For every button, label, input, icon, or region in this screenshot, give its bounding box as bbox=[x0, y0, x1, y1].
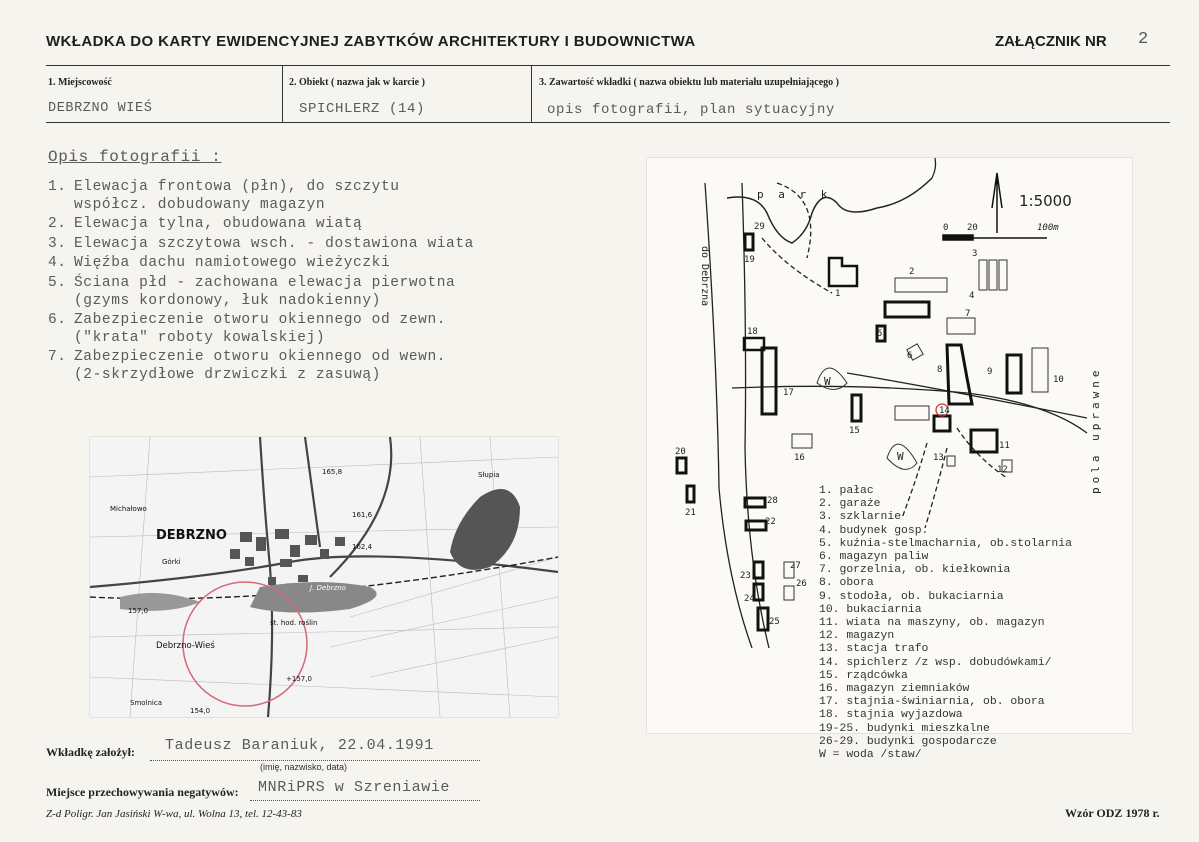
photo-description-item bbox=[48, 236, 474, 254]
legend-item: W = woda /staw/ bbox=[819, 749, 922, 762]
created-value: Tadeusz Baraniuk, 22.04.1991 bbox=[165, 737, 434, 754]
map-label-8: 162,4 bbox=[352, 543, 373, 551]
scale-tick-100: 100m bbox=[1037, 223, 1059, 233]
svg-text:10: 10 bbox=[1053, 375, 1064, 385]
map-label-3: J. Debrzno bbox=[310, 584, 346, 592]
svg-text:20: 20 bbox=[675, 447, 686, 457]
map-label-6: 165,8 bbox=[322, 468, 343, 476]
photo-description-text: Elewacja tylna, obudowana wiatą bbox=[74, 216, 363, 233]
svg-text:16: 16 bbox=[794, 453, 805, 463]
legend-item: 9. stodoła, ob. bukaciarnia bbox=[819, 590, 1004, 603]
photo-description-item bbox=[48, 275, 474, 310]
photo-description-number: 7. bbox=[48, 349, 67, 366]
svg-text:21: 21 bbox=[685, 508, 696, 518]
map-label-town: DEBRZNO bbox=[156, 528, 227, 543]
svg-text:23: 23 bbox=[740, 571, 751, 581]
photo-description-text: Więźba dachu namiotowego wieżyczki bbox=[74, 255, 391, 272]
field-bottom-rule bbox=[46, 122, 1170, 123]
svg-text:28: 28 bbox=[767, 496, 778, 506]
photo-description-text: Ściana płd - zachowana elewacja pierwotna (gzyms kordonowy, łuk nadokienny) bbox=[74, 274, 456, 309]
svg-text:26: 26 bbox=[796, 579, 807, 589]
map-label-10: +157,0 bbox=[286, 675, 312, 683]
svg-text:27: 27 bbox=[790, 561, 801, 571]
photo-description-number: 2. bbox=[48, 216, 67, 233]
photo-description-title: Opis fotografii : bbox=[48, 148, 222, 166]
svg-text:14: 14 bbox=[939, 406, 950, 416]
svg-text:19: 19 bbox=[744, 255, 755, 265]
water-label-1: W bbox=[824, 375, 831, 388]
legend-item: 17. stajnia-świniarnia, ob. obora bbox=[819, 696, 1045, 709]
topographic-map bbox=[90, 437, 558, 717]
annex-label: ZAŁĄCZNIK NR bbox=[995, 33, 1107, 50]
svg-text:4: 4 bbox=[969, 291, 975, 301]
legend-item: 6. magazyn paliw bbox=[819, 551, 929, 564]
svg-text:9: 9 bbox=[987, 367, 993, 377]
field-top-rule bbox=[46, 65, 1170, 66]
legend-item: 19-25. budynki mieszkalne bbox=[819, 722, 990, 735]
scale-tick-20: 20 bbox=[967, 223, 978, 233]
form-pattern: Wzór ODZ 1978 r. bbox=[1065, 806, 1160, 820]
legend-item: 1. pałac bbox=[819, 485, 874, 497]
photo-description-number: 5. bbox=[48, 274, 67, 291]
svg-text:2: 2 bbox=[909, 267, 915, 277]
photo-description-item bbox=[48, 255, 474, 273]
road-label: do Debrzna bbox=[699, 246, 710, 307]
photo-description-number: 6. bbox=[48, 312, 67, 329]
field-3-value: opis fotografii, plan sytuacyjny bbox=[547, 102, 836, 118]
map-scale: 1:5000 bbox=[1019, 192, 1072, 210]
legend-item: 4. budynek gosp. bbox=[819, 524, 929, 537]
svg-text:6: 6 bbox=[907, 351, 913, 361]
svg-text:11: 11 bbox=[999, 441, 1010, 451]
svg-text:17: 17 bbox=[783, 388, 794, 398]
photo-description-number: 1. bbox=[48, 179, 67, 195]
svg-text:24: 24 bbox=[744, 594, 755, 604]
photo-description-text: Elewacja szczytowa wsch. - dostawiona wiata bbox=[74, 235, 474, 252]
legend-item: 18. stajnia wyjazdowa bbox=[819, 709, 963, 722]
form-title: WKŁADKA DO KARTY EWIDENCYJNEJ ZABYTKÓW ARCHITEKTURY I BUDOWNICTWA bbox=[46, 33, 696, 50]
photo-description-number: 3. bbox=[48, 235, 67, 252]
legend-item: 2. garaże bbox=[819, 498, 881, 511]
park-label: p a r k bbox=[757, 188, 832, 201]
map-label-1: Słupia bbox=[478, 471, 500, 479]
svg-text:18: 18 bbox=[747, 327, 758, 337]
field-1-label: 1. Miejscowość bbox=[48, 77, 112, 88]
photo-description-item bbox=[48, 312, 474, 347]
storage-dotted-line bbox=[250, 800, 480, 801]
annex-number: 2 bbox=[1138, 30, 1149, 49]
photo-description-item bbox=[48, 216, 474, 234]
water-label-2: W bbox=[897, 450, 904, 463]
photo-description-item bbox=[48, 179, 474, 214]
photo-description-text: Elewacja frontowa (płn), do szczytu współcz. dobudowany magazyn bbox=[74, 179, 400, 213]
legend-item: 3. szklarnie bbox=[819, 511, 902, 524]
photo-description-text: Zabezpieczenie otworu okiennego od wewn. (2-skrzydłowe drzwiczki z zasuwą) bbox=[74, 349, 447, 383]
topographic-map-drawing bbox=[90, 437, 558, 717]
map-label-village: Debrzno-Wieś bbox=[156, 641, 215, 651]
field-3-label: 3. Zawartość wkładki ( nazwa obiektu lub materiału uzupełniającego ) bbox=[539, 77, 840, 88]
fields-label: pola uprawne bbox=[1089, 366, 1102, 494]
field-2-label: 2. Obiekt ( nazwa jak w karcie ) bbox=[289, 77, 425, 88]
svg-text:15: 15 bbox=[849, 426, 860, 436]
legend-item: 12. magazyn bbox=[819, 630, 895, 643]
legend-item: 26-29. budynki gospodarcze bbox=[819, 735, 997, 748]
legend-item: 10. bukaciarnia bbox=[819, 603, 922, 616]
site-plan bbox=[647, 158, 1132, 762]
map-label-5: Smolnica bbox=[130, 699, 163, 707]
map-label-4: st. hod. roślin bbox=[270, 619, 318, 627]
field-divider-2 bbox=[531, 65, 532, 122]
legend-item: 7. gorzelnia, ob. kiełkownia bbox=[819, 564, 1011, 577]
created-hint: (imię, nazwisko, data) bbox=[260, 762, 348, 772]
photo-description-item bbox=[48, 349, 474, 384]
field-2-value: SPICHLERZ (14) bbox=[299, 101, 426, 117]
svg-text:7: 7 bbox=[965, 309, 971, 319]
legend-item: 11. wiata na maszyny, ob. magazyn bbox=[819, 617, 1045, 630]
storage-label: Miejsce przechowywania negatywów: bbox=[46, 785, 239, 799]
legend-item: 16. magazyn ziemniaków bbox=[819, 683, 970, 696]
created-dotted-line bbox=[150, 760, 480, 761]
svg-text:22: 22 bbox=[765, 517, 776, 527]
svg-text:12: 12 bbox=[997, 465, 1008, 475]
field-1-value: DEBRZNO WIEŚ bbox=[48, 101, 153, 116]
printer-imprint: Z-d Poligr. Jan Jasiński W-wa, ul. Wolna 13, tel. 12-43-83 bbox=[46, 808, 302, 820]
map-label-0: Michałowo bbox=[110, 505, 147, 513]
created-label: Wkładkę założył: bbox=[46, 745, 135, 759]
svg-text:1: 1 bbox=[835, 289, 841, 299]
svg-text:5: 5 bbox=[877, 329, 883, 339]
scale-tick-0: 0 bbox=[943, 223, 949, 233]
legend-item: 15. rządcówka bbox=[819, 669, 908, 682]
legend-item: 14. spichlerz /z wsp. dobudówkami/ bbox=[819, 656, 1052, 669]
map-label-7: 161,6 bbox=[352, 511, 373, 519]
photo-description-list bbox=[48, 179, 474, 387]
legend-item: 8. obora bbox=[819, 577, 874, 590]
legend-item: 13. stacja trafo bbox=[819, 643, 929, 656]
svg-text:13: 13 bbox=[933, 453, 944, 463]
map-label-2: Górki bbox=[162, 558, 181, 566]
site-plan-legend bbox=[819, 485, 1072, 762]
svg-text:8: 8 bbox=[937, 365, 943, 375]
legend-item: 5. kuźnia-stelmacharnia, ob.stolarnia bbox=[819, 537, 1072, 550]
svg-text:3: 3 bbox=[972, 249, 978, 259]
photo-description-number: 4. bbox=[48, 255, 67, 272]
svg-text:29: 29 bbox=[754, 222, 765, 232]
svg-text:25: 25 bbox=[769, 617, 780, 627]
photo-description-text: Zabezpieczenie otworu okiennego od zewn. ("krata" roboty kowalskiej) bbox=[74, 312, 447, 346]
storage-value: MNRiPRS w Szreniawie bbox=[258, 779, 451, 796]
field-divider-1 bbox=[282, 65, 283, 122]
map-label-11: 154,0 bbox=[190, 707, 211, 715]
map-label-9: 157,0 bbox=[128, 607, 149, 615]
